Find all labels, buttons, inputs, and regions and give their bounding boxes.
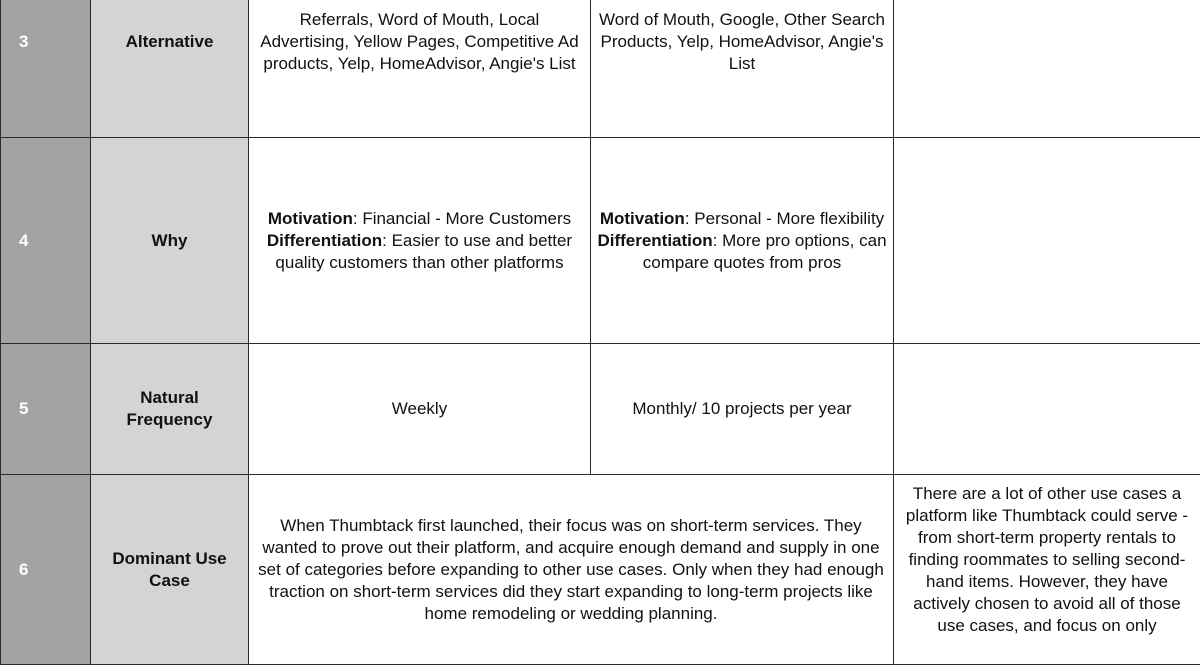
row-number: 6: [1, 475, 91, 665]
table-row: [1, 138, 1200, 344]
motivation-text: : Financial - More Customers: [353, 209, 571, 228]
cell: [894, 0, 1200, 138]
cell: Monthly/ 10 projects per year: [591, 344, 894, 475]
differentiation-label: Differentiation: [267, 231, 382, 250]
motivation-label: Motivation: [600, 209, 685, 228]
table-row: [1, 0, 1200, 138]
cell: Weekly: [249, 344, 591, 475]
differentiation-label: Differentiation: [597, 231, 712, 250]
row-number: 4: [1, 138, 91, 344]
cell: [894, 138, 1200, 344]
cell: When Thumbtack first launched, their focus was on short-term services. They wanted to prove out their platform, and acquire enough demand and supply in one set of categories before expanding to other use cases. Only when they had enough traction on short-term services did they start expanding to long-term projects like home remodeling or wedding planning.: [249, 475, 894, 665]
row-number: 5: [1, 344, 91, 475]
differentiation-text: : Easier to use and better quality customers than other platforms: [275, 231, 572, 272]
cell: There are a lot of other use cases a platform like Thumbtack could serve - from short-term property rentals to finding roommates to selling second-hand items. However, they have actively chosen to avoid all of those use cases, and focus on only: [894, 475, 1200, 665]
cell: [591, 138, 894, 344]
table-row: [1, 475, 1200, 665]
cell: Word of Mouth, Google, Other Search Products, Yelp, HomeAdvisor, Angie's List: [591, 0, 894, 138]
row-label: Natural Frequency: [91, 344, 249, 475]
row-label: Why: [91, 138, 249, 344]
row-label: Dominant Use Case: [91, 475, 249, 665]
differentiation-text: : More pro options, can compare quotes from pros: [643, 231, 887, 272]
cell: Referrals, Word of Mouth, Local Advertising, Yellow Pages, Competitive Ad products, Yelp, HomeAdvisor, Angie's List: [249, 0, 591, 138]
table-row: [1, 344, 1200, 475]
cell: [894, 344, 1200, 475]
row-label: Alternative: [91, 0, 249, 138]
row-number: 3: [1, 0, 91, 138]
motivation-text: : Personal - More flexibility: [685, 209, 884, 228]
motivation-label: Motivation: [268, 209, 353, 228]
cell: [249, 138, 591, 344]
